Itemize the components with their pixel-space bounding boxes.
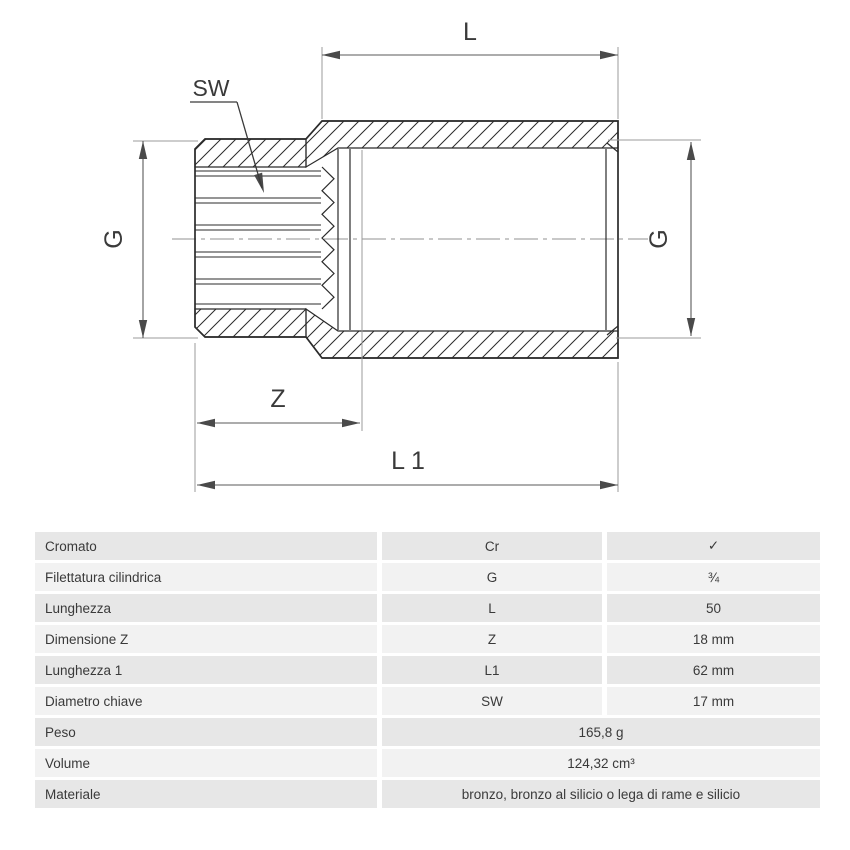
spec-value: 50 xyxy=(607,594,820,622)
thread-bottom-band xyxy=(195,309,306,337)
table-row-volume xyxy=(35,749,820,777)
spec-value: 62 mm xyxy=(607,656,820,684)
spec-value: ✓ xyxy=(607,532,820,560)
spec-label: Volume xyxy=(35,749,377,777)
table-row-lunghezza xyxy=(35,594,820,622)
spec-label: Lunghezza 1 xyxy=(35,656,377,684)
dim-label-G-left: G xyxy=(100,229,128,249)
dim-label-Z: Z xyxy=(270,385,286,413)
table-row-cromato xyxy=(35,532,820,560)
dim-label-SW: SW xyxy=(192,75,230,101)
spec-symbol: L xyxy=(382,594,602,622)
table-row-dimensione-z xyxy=(35,625,820,653)
thread-top-band xyxy=(195,139,306,167)
table-row-lunghezza-1 xyxy=(35,656,820,684)
spec-symbol: Z xyxy=(382,625,602,653)
dim-label-L: L xyxy=(463,18,477,46)
table-row-materiale xyxy=(35,780,820,808)
spec-value: ¾ xyxy=(607,563,820,591)
dim-label-G-right: G xyxy=(645,229,673,249)
spec-symbol: Cr xyxy=(382,532,602,560)
spec-table xyxy=(35,532,820,811)
thread-end-zigzag xyxy=(322,167,334,309)
table-row-peso xyxy=(35,718,820,746)
spec-value: 18 mm xyxy=(607,625,820,653)
spec-symbol: L1 xyxy=(382,656,602,684)
spec-label: Filettatura cilindrica xyxy=(35,563,377,591)
spec-label: Materiale xyxy=(35,780,377,808)
spec-label: Lunghezza xyxy=(35,594,377,622)
spec-value: 17 mm xyxy=(607,687,820,715)
spec-value: 124,32 cm³ xyxy=(382,749,820,777)
sleeve-bottom-wall xyxy=(306,309,618,358)
dimension-lines xyxy=(143,55,691,485)
sleeve-top-wall xyxy=(306,121,618,167)
spec-symbol: SW xyxy=(382,687,602,715)
spec-label: Peso xyxy=(35,718,377,746)
dim-label-L1: L 1 xyxy=(391,447,425,475)
spec-label: Dimensione Z xyxy=(35,625,377,653)
spec-value: bronzo, bronzo al silicio o lega di rame e silicio xyxy=(382,780,820,808)
table-row-filettatura xyxy=(35,563,820,591)
spec-symbol: G xyxy=(382,563,602,591)
spec-value: 165,8 g xyxy=(382,718,820,746)
table-row-diametro-chiave xyxy=(35,687,820,715)
thread-lines xyxy=(195,171,321,304)
spec-label: Cromato xyxy=(35,532,377,560)
extension-lines xyxy=(133,47,701,492)
spec-label: Diametro chiave xyxy=(35,687,377,715)
